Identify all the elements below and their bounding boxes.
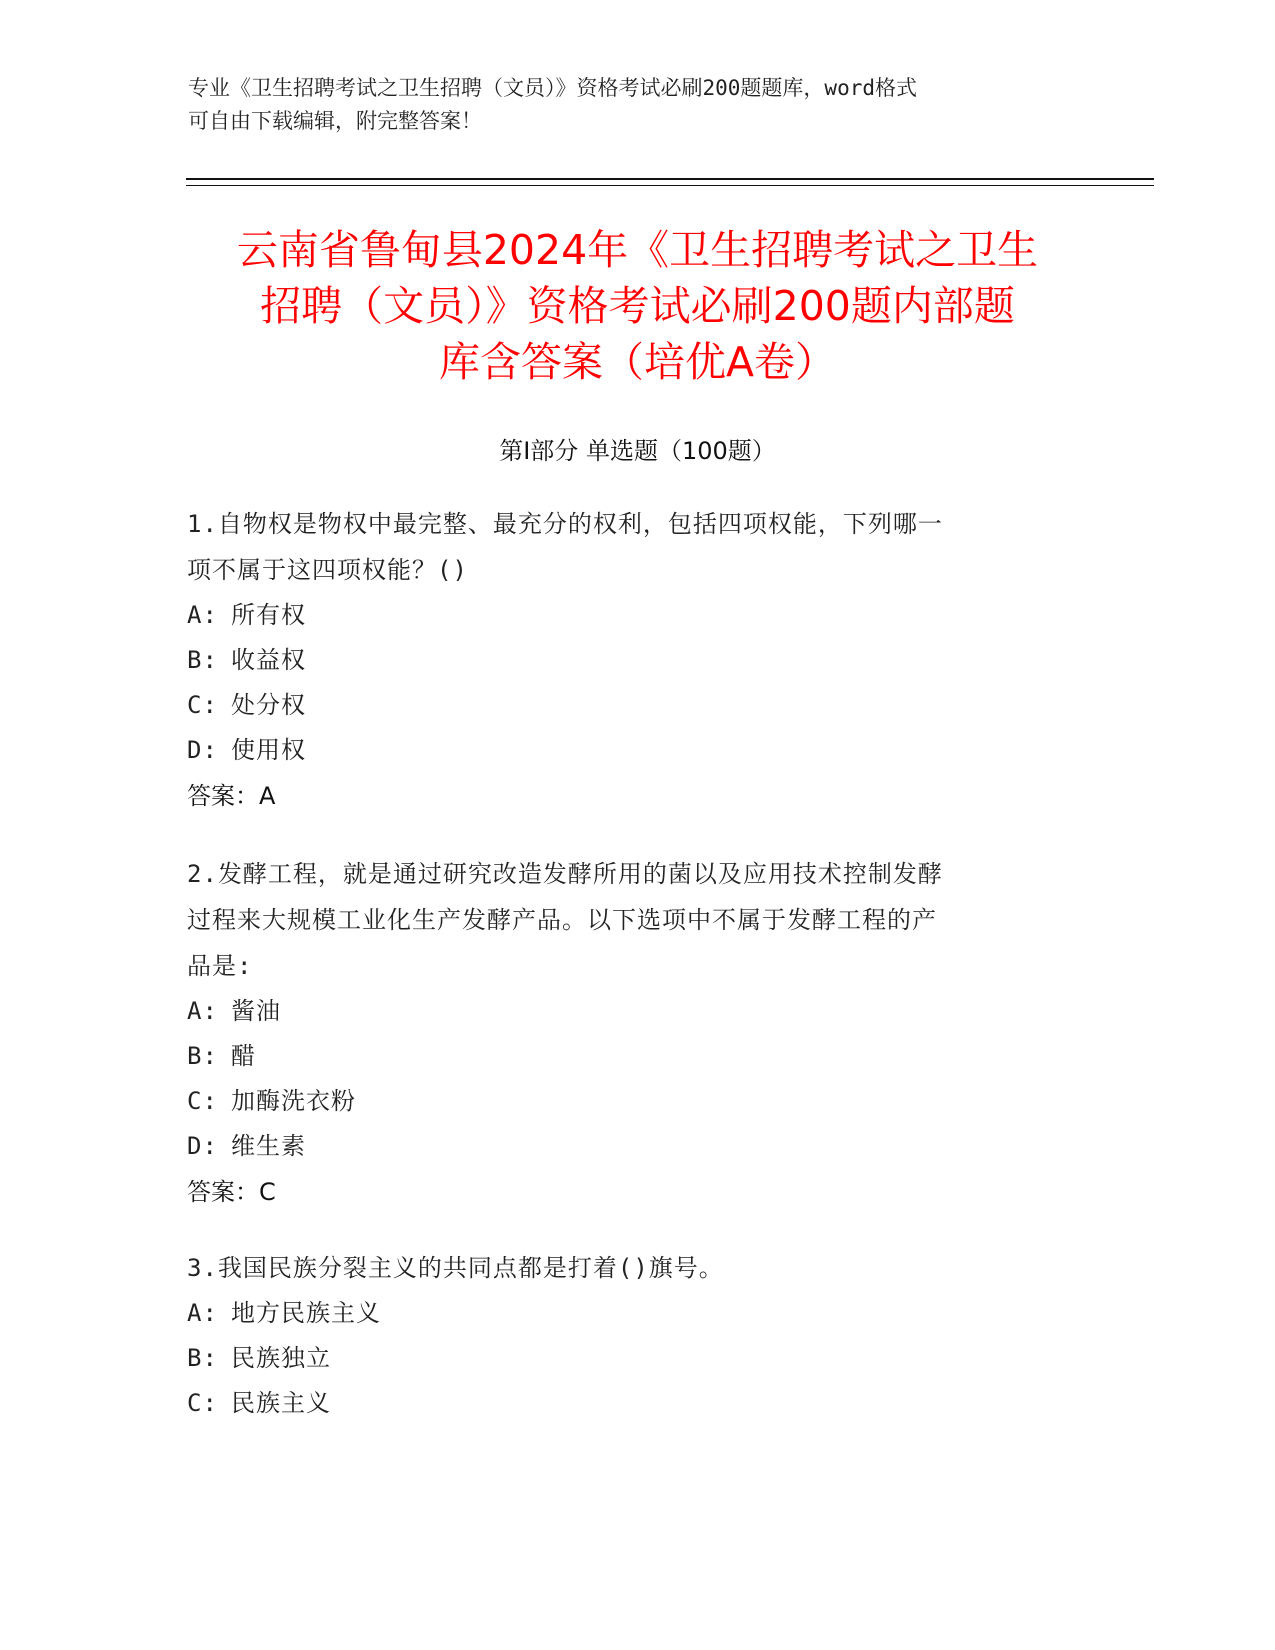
option-text: 民族主义 bbox=[231, 1389, 331, 1417]
header-divider-thick bbox=[186, 178, 1154, 180]
option-label: D: bbox=[187, 1132, 218, 1160]
option-b bbox=[187, 638, 1067, 683]
option-text: 酱油 bbox=[231, 997, 281, 1025]
option-c bbox=[187, 683, 1067, 728]
option-label: C: bbox=[187, 1087, 218, 1115]
option-b bbox=[187, 1336, 1067, 1381]
title-line: 云南省鲁甸县2024年《卫生招聘考试之卫生 bbox=[236, 226, 1039, 274]
option-text: 收益权 bbox=[231, 646, 306, 674]
option-label: B: bbox=[187, 1344, 218, 1372]
option-text: 地方民族主义 bbox=[231, 1299, 381, 1327]
header-note-line: 可自由下载编辑，附完整答案！ bbox=[188, 109, 482, 133]
header-note-line: 专业《卫生招聘考试之卫生招聘（文员）》资格考试必刷200题题库，word格式 bbox=[188, 76, 917, 100]
question-1 bbox=[187, 501, 1067, 819]
option-text: 维生素 bbox=[231, 1132, 306, 1160]
question-text: 项不属于这四项权能？() bbox=[187, 556, 468, 584]
title-line: 招聘（文员）》资格考试必刷200题内部题 bbox=[260, 282, 1015, 330]
answer: 答案：C bbox=[187, 1178, 276, 1206]
option-text: 所有权 bbox=[231, 601, 306, 629]
option-label: A: bbox=[187, 997, 218, 1025]
option-text: 醋 bbox=[231, 1042, 256, 1070]
question-text: 2.发酵工程，就是通过研究改造发酵所用的菌以及应用技术控制发酵 bbox=[187, 860, 943, 888]
option-b bbox=[187, 1034, 1067, 1079]
header-note bbox=[188, 72, 1068, 138]
option-text: 使用权 bbox=[231, 736, 306, 764]
question-text: 1.自物权是物权中最完整、最充分的权利，包括四项权能，下列哪一 bbox=[187, 510, 943, 538]
document-title bbox=[150, 222, 1125, 390]
option-a bbox=[187, 593, 1067, 638]
option-label: A: bbox=[187, 601, 218, 629]
answer: 答案：A bbox=[187, 782, 276, 810]
option-text: 民族独立 bbox=[231, 1344, 331, 1372]
option-label: C: bbox=[187, 1389, 218, 1417]
question-3 bbox=[187, 1245, 1067, 1426]
question-2 bbox=[187, 851, 1067, 1215]
option-a bbox=[187, 1291, 1067, 1336]
option-label: B: bbox=[187, 646, 218, 674]
question-text: 品是: bbox=[187, 952, 253, 980]
option-label: D: bbox=[187, 736, 218, 764]
option-label: B: bbox=[187, 1042, 218, 1070]
section-heading: 第Ⅰ部分 单选题（100题） bbox=[499, 437, 776, 465]
option-text: 加酶洗衣粉 bbox=[231, 1087, 356, 1115]
option-text: 处分权 bbox=[231, 691, 306, 719]
header-divider-thin bbox=[186, 185, 1154, 186]
option-c bbox=[187, 1079, 1067, 1124]
title-line: 库含答案（培优A卷） bbox=[438, 338, 837, 386]
option-a bbox=[187, 989, 1067, 1034]
option-d bbox=[187, 1124, 1067, 1169]
option-label: C: bbox=[187, 691, 218, 719]
question-text: 3.我国民族分裂主义的共同点都是打着()旗号。 bbox=[187, 1254, 724, 1282]
question-text: 过程来大规模工业化生产发酵产品。以下选项中不属于发酵工程的产 bbox=[187, 906, 937, 934]
option-label: A: bbox=[187, 1299, 218, 1327]
option-c bbox=[187, 1381, 1067, 1426]
option-d bbox=[187, 728, 1067, 773]
